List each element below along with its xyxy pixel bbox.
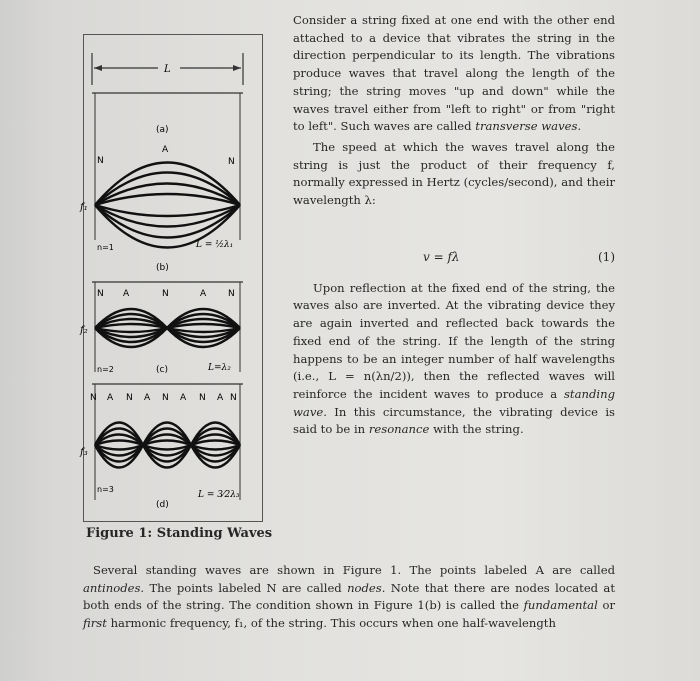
svg-text:A: A xyxy=(123,289,130,299)
f2-label: f₂ xyxy=(80,325,88,336)
equation: v = fλ xyxy=(423,249,460,264)
svg-text:A: A xyxy=(144,393,151,403)
standing-waves-figure xyxy=(60,30,275,530)
node-label: N xyxy=(97,156,104,166)
equation-row xyxy=(293,248,615,270)
paragraph-reflection: Upon reflection at the fixed end of the string, the waves also are inverted. At the vibrating device they are again inverted and reflected back towards the fixed end of the string. If the length of the string happens to be an integer number of half wavelengths (i.e., L = n(λn/2)), then the reflected waves will reinforce the incident waves to produce a standing wave. In this circumstance, the vibrating device is said to be in resonance with the string. xyxy=(293,280,615,437)
svg-text:N: N xyxy=(90,393,97,403)
svg-text:A: A xyxy=(200,289,207,299)
figure-caption: Figure 1: Standing Waves xyxy=(86,526,273,541)
node-label: N xyxy=(228,157,235,167)
panel-d-label: (d) xyxy=(156,500,169,510)
svg-text:N: N xyxy=(162,393,169,403)
equation-number: (1) xyxy=(598,249,615,264)
svg-text:N: N xyxy=(162,289,169,299)
svg-text:A: A xyxy=(217,393,224,403)
paragraph-wave-speed: The speed at which the waves travel along the string is just the product of their frequency f, normally expressed in Hertz (cycles/second), and their wavelength λ: xyxy=(293,139,615,208)
paragraph-nodes-antinodes: Several standing waves are shown in Figure 1. The points labeled A are called antinodes. The points labeled N are called nodes. Note that there are nodes located at both ends of the string. The condition shown in Figure 1(b) is called the fundamental or first harmonic frequency, f₁, of the string. This occurs when one half-wavelength xyxy=(83,563,615,630)
fundamental-wave xyxy=(95,163,240,248)
antinode-label: A xyxy=(162,145,169,155)
svg-text:N: N xyxy=(230,393,237,403)
panel-d-labels xyxy=(90,393,237,403)
svg-text:N: N xyxy=(126,393,133,403)
third-harmonic-wave xyxy=(95,423,240,468)
panel-a-label: (a) xyxy=(156,125,169,135)
panel-c-labels xyxy=(97,289,235,299)
svg-text:N: N xyxy=(199,393,206,403)
L3-label: L = 3⁄2λ₃ xyxy=(198,490,240,500)
panel-c-label: (c) xyxy=(156,365,168,375)
f1-label: f₁ xyxy=(80,202,88,213)
L2-label: L=λ₂ xyxy=(208,363,231,373)
f3-label: f₃ xyxy=(80,447,88,458)
length-label: L xyxy=(164,64,171,75)
second-harmonic-wave xyxy=(95,309,240,347)
n2-label: n=2 xyxy=(97,365,114,374)
L1-label: L = ½λ₁ xyxy=(196,240,234,250)
n1-label: n=1 xyxy=(97,243,114,252)
n3-label: n=3 xyxy=(97,485,114,494)
right-column-text xyxy=(293,12,615,439)
panel-b-label: (b) xyxy=(156,263,169,273)
svg-text:A: A xyxy=(107,393,114,403)
svg-text:N: N xyxy=(228,289,235,299)
svg-text:A: A xyxy=(180,393,187,403)
svg-text:N: N xyxy=(97,289,104,299)
paragraph-transverse-waves: Consider a string fixed at one end with the other end attached to a device that vibrates the string in the direction perpendicular to its length. The vibrations produce waves that travel along the length of the string; the string moves "up and down" while the waves travel either from "left to right" or from "right to left". Such waves are called transverse waves. xyxy=(293,13,615,134)
